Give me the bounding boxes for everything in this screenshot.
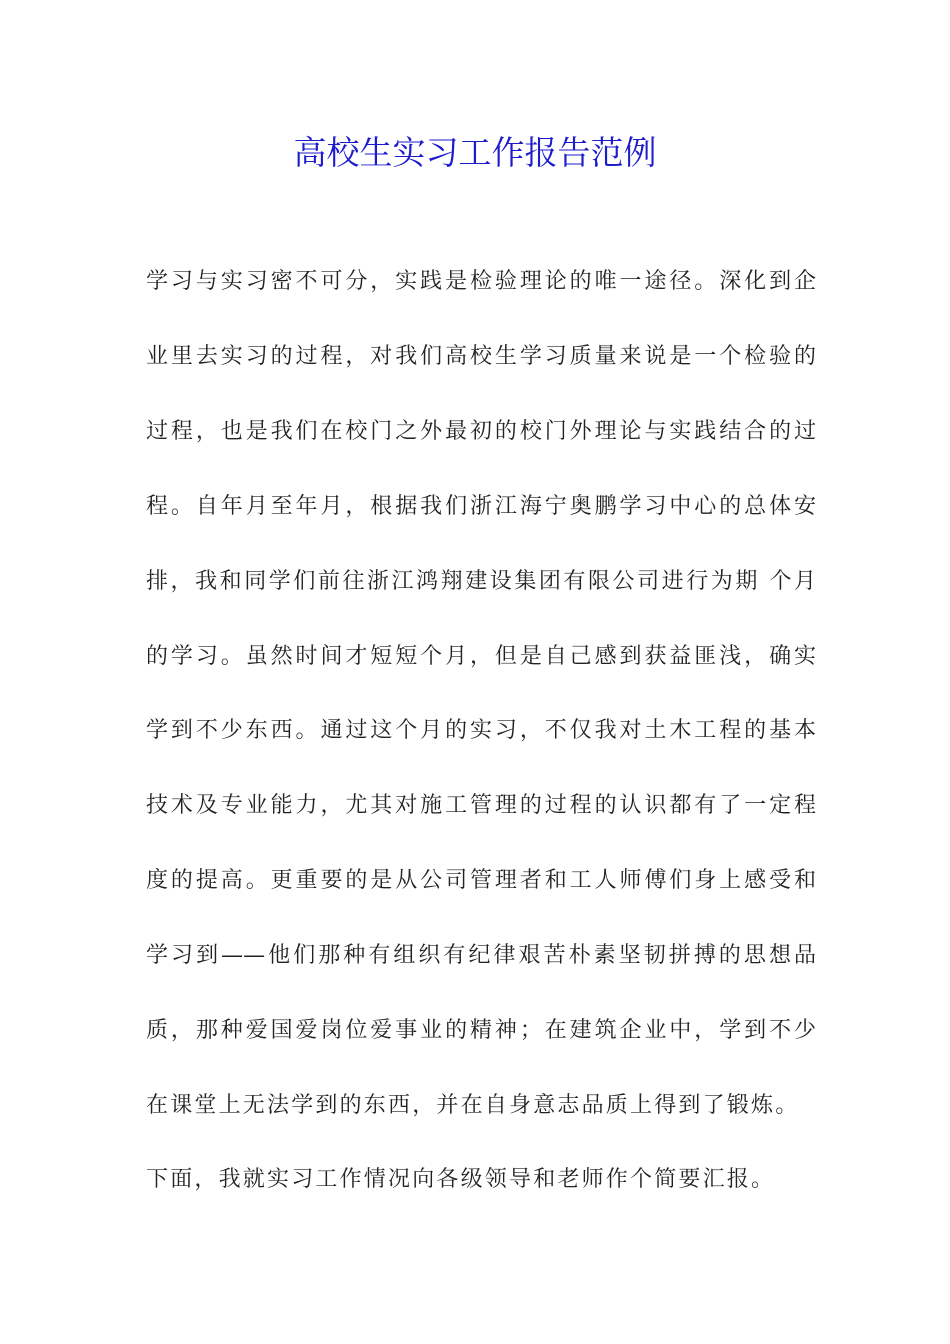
paragraph-line: 学习到——他们那种有组织有纪律艰苦朴素坚韧拼搏的思想品 <box>146 943 816 968</box>
paragraph-line: 度的提高。更重要的是从公司管理者和工人师傅们身上感受和 <box>146 868 816 893</box>
paragraph-line: 在课堂上无法学到的东西，并在自身意志品质上得到了锻炼。 <box>146 1093 800 1118</box>
paragraph-line: 排，我和同学们前往浙江鸿翔建设集团有限公司进行为期 个月 <box>146 569 816 594</box>
paragraph-line: 技术及专业能力，尤其对施工管理的过程的认识都有了一定程 <box>146 793 816 818</box>
paragraph-line: 的学习。虽然时间才短短个月，但是自己感到获益匪浅，确实 <box>146 644 816 669</box>
paragraph-line-last: 下面，我就实习工作情况向各级领导和老师作个简要汇报。 <box>146 1167 776 1192</box>
paragraph-line: 学到不少东西。通过这个月的实习，不仅我对土木工程的基本 <box>146 718 816 743</box>
paragraph-line: 学习与实习密不可分，实践是检验理论的唯一途径。深化到企 <box>146 269 816 294</box>
paragraph-line: 质，那种爱国爱岗位爱事业的精神；在建筑企业中，学到不少 <box>146 1018 816 1043</box>
paragraph-line: 过程，也是我们在校门之外最初的校门外理论与实践结合的过 <box>146 419 816 444</box>
paragraph-line: 程。自年月至年月，根据我们浙江海宁奥鹏学习中心的总体安 <box>146 494 816 519</box>
document-title: 高校生实习工作报告范例 <box>293 133 657 172</box>
paragraph-line: 业里去实习的过程，对我们高校生学习质量来说是一个检验的 <box>146 344 816 369</box>
